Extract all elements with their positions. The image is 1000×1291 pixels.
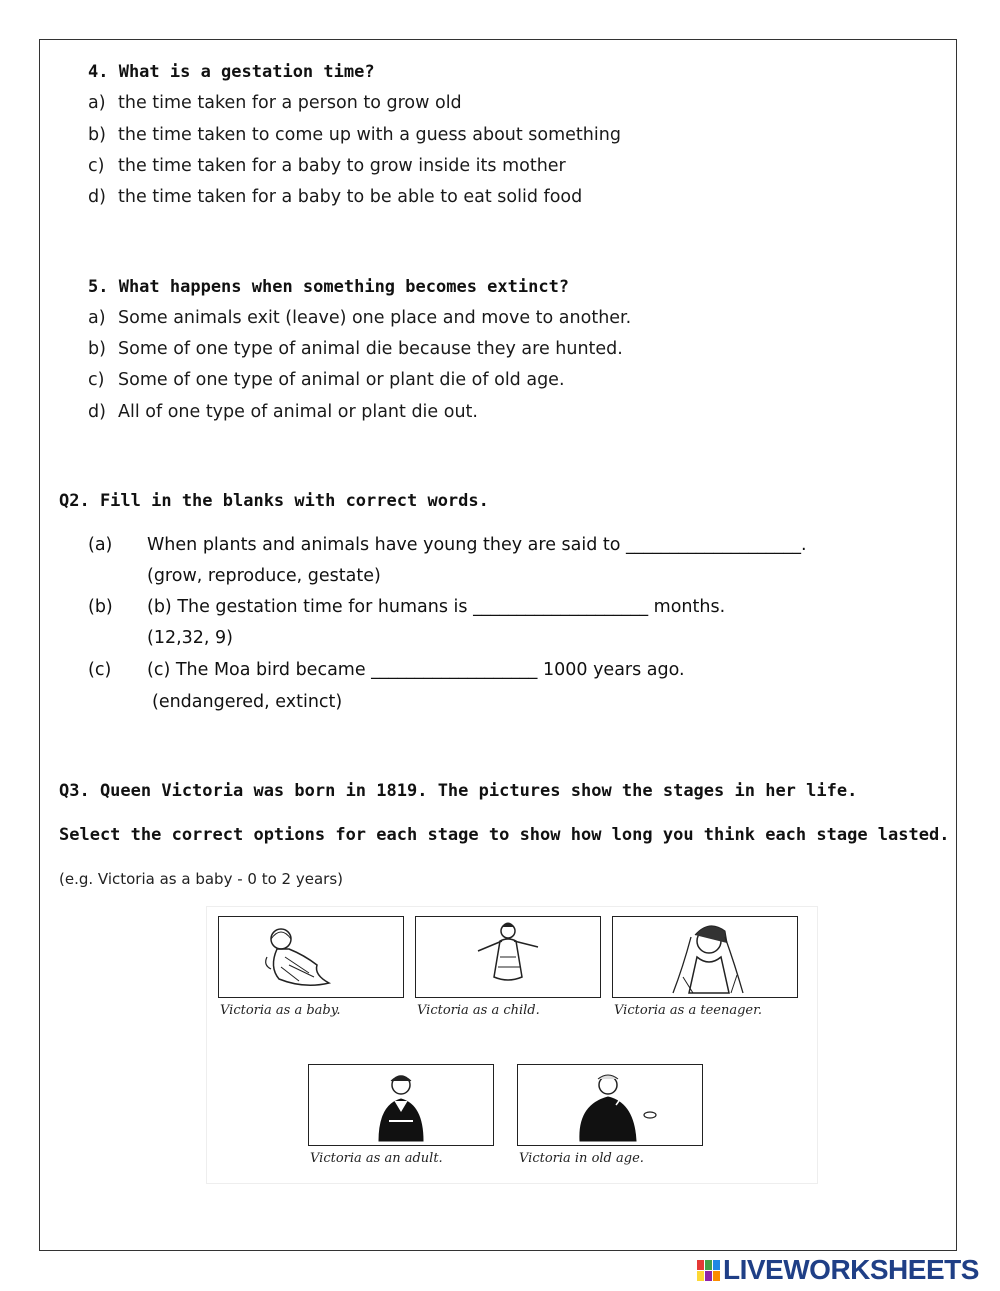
q2-c-choices: (endangered, extinct) (152, 692, 343, 712)
caption-teenager: Victoria as a teenager. (614, 1003, 763, 1018)
teenager-illustration-icon (613, 917, 797, 997)
adult-illustration-icon (309, 1065, 493, 1145)
q4-option-a[interactable]: a) the time taken for a person to grow old (88, 93, 462, 113)
q2-a-label: (a) (88, 535, 113, 555)
q5-option-b[interactable]: b) Some of one type of animal die because they are hunted. (88, 339, 623, 359)
old-age-illustration-icon (518, 1065, 702, 1145)
q2-b-sentence[interactable]: (b) The gestation time for humans is ____________________ months. (147, 597, 726, 617)
q4-option-b[interactable]: b) the time taken to come up with a guess about something (88, 125, 621, 145)
q2-a-sentence[interactable]: When plants and animals have young they are said to ____________________. (147, 535, 807, 555)
liveworksheets-logo (697, 1254, 997, 1286)
q3-instruction: Select the correct options for each stage to show how long you think each stage lasted. (59, 825, 950, 845)
adult-picture-panel (308, 1064, 494, 1146)
q2-c-sentence[interactable]: (c) The Moa bird became ___________________ 1000 years ago. (147, 660, 685, 680)
caption-old-age: Victoria in old age. (519, 1151, 644, 1166)
q5-option-a[interactable]: a) Some animals exit (leave) one place and move to another. (88, 308, 632, 328)
caption-child: Victoria as a child. (417, 1003, 540, 1018)
child-picture-panel (415, 916, 601, 998)
q3-example: (e.g. Victoria as a baby - 0 to 2 years) (59, 870, 343, 888)
q2-a-choices: (grow, reproduce, gestate) (147, 566, 381, 586)
baby-illustration-icon (219, 917, 403, 997)
victoria-stages-figure (206, 906, 818, 1184)
q5-title: 5. What happens when something becomes extinct? (88, 277, 570, 297)
caption-adult: Victoria as an adult. (310, 1151, 443, 1166)
q2-b-choices: (12,32, 9) (147, 628, 234, 648)
old-age-picture-panel (517, 1064, 703, 1146)
q2-title: Q2. Fill in the blanks with correct words. (59, 491, 489, 511)
logo-blocks-icon (697, 1260, 721, 1282)
q2-b-label: (b) (88, 597, 113, 617)
baby-picture-panel (218, 916, 404, 998)
child-illustration-icon (416, 917, 600, 997)
q4-option-d[interactable]: d) the time taken for a baby to be able to eat solid food (88, 187, 583, 207)
teenager-picture-panel (612, 916, 798, 998)
q2-c-label: (c) (88, 660, 112, 680)
q5-option-d[interactable]: d) All of one type of animal or plant die out. (88, 402, 478, 422)
logo-text: LIVEWORKSHEETS (723, 1254, 979, 1285)
q4-option-c[interactable]: c) the time taken for a baby to grow inside its mother (88, 156, 566, 176)
q5-option-c[interactable]: c) Some of one type of animal or plant die of old age. (88, 370, 565, 390)
caption-baby: Victoria as a baby. (220, 1003, 341, 1018)
q3-title: Q3. Queen Victoria was born in 1819. The pictures show the stages in her life. (59, 781, 858, 801)
q4-title: 4. What is a gestation time? (88, 62, 375, 82)
